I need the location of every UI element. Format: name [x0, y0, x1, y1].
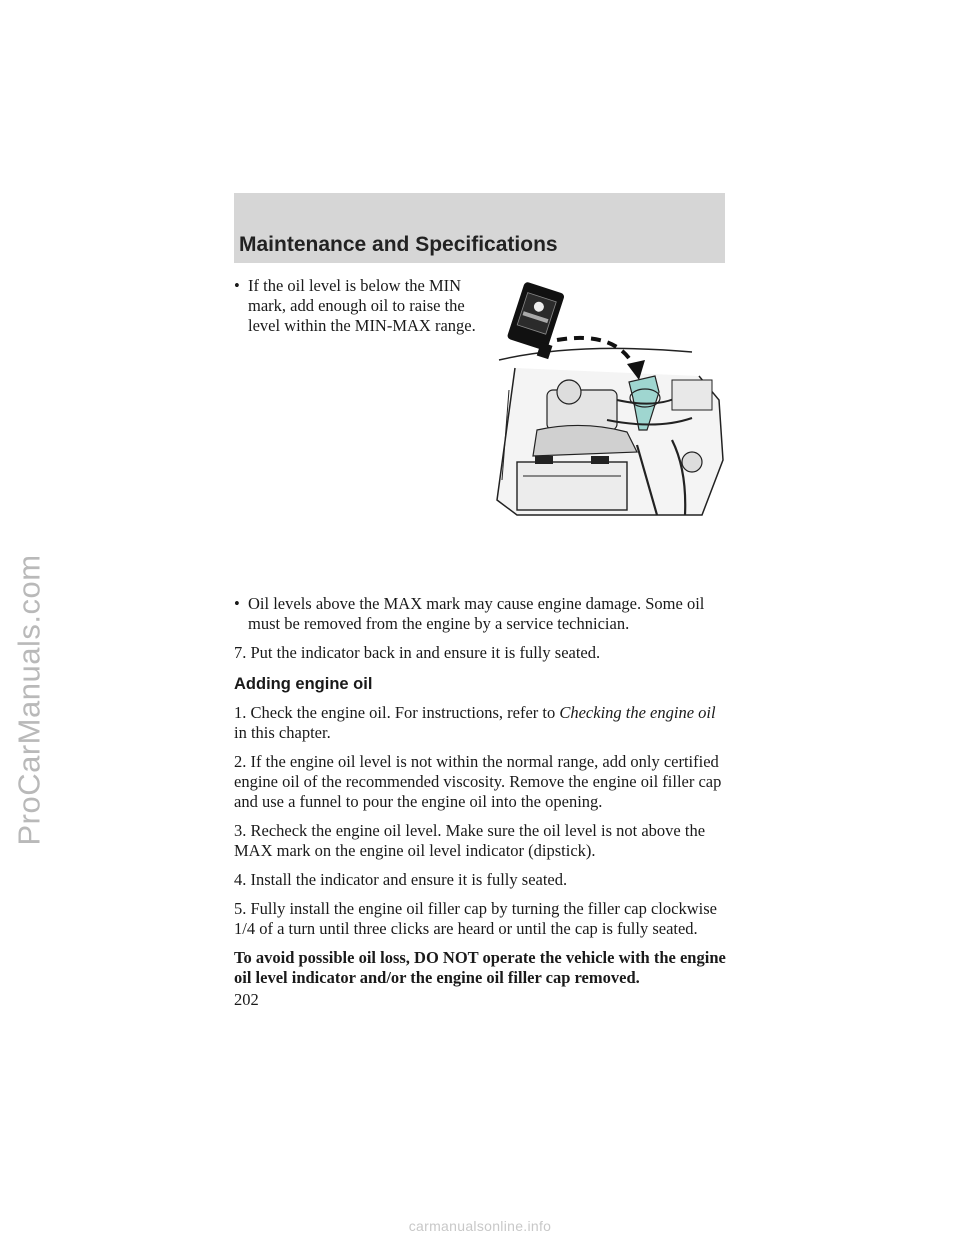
step-1-prefix: 1. Check the engine oil. For instructions, refer to — [234, 703, 560, 722]
section-heading: Adding engine oil — [234, 675, 373, 693]
bullet-item — [234, 276, 489, 336]
bullet-text: If the oil level is below the MIN mark, add enough oil to raise the level within the MIN-MAX range. — [248, 276, 476, 335]
step-5: 5. Fully install the engine oil filler cap by turning the filler cap clockwise 1/4 of a turn until three clicks are heard or until the cap is fully seated. — [234, 899, 717, 938]
page-body — [234, 276, 726, 988]
watermark-text: ProCarManuals.com — [12, 554, 48, 846]
bullet-text: Oil levels above the MAX mark may cause engine damage. Some oil must be removed from the engine by a service technician. — [248, 594, 705, 633]
step-7: 7. Put the indicator back in and ensure it is fully seated. — [234, 643, 601, 662]
watermark-vertical — [8, 420, 52, 980]
warning-text: To avoid possible oil loss, DO NOT operate the vehicle with the engine oil level indicator and/or the engine oil filler cap removed. — [234, 948, 726, 987]
page-number: 202 — [234, 990, 259, 1009]
page-title: Maintenance and Specifications — [239, 233, 558, 256]
step-1-suffix: in this chapter. — [234, 723, 331, 742]
bullet-dot: • — [234, 276, 240, 295]
footer-watermark: carmanualsonline.info — [408, 1218, 552, 1234]
bullet-item — [234, 594, 726, 634]
step-1-reference: Checking the engine oil — [559, 703, 716, 722]
section-header-bar — [234, 193, 725, 263]
step-3: 3. Recheck the engine oil level. Make sure the oil level is not above the MAX mark on the engine oil level indicator (dipstick). — [234, 821, 706, 860]
step-2: 2. If the engine oil level is not within the normal range, add only certified engine oil of the recommended viscosity. Remove the engine oil filler cap and use a funnel to pour the engine oil into the opening. — [234, 752, 722, 811]
step-4: 4. Install the indicator and ensure it is fully seated. — [234, 870, 568, 889]
bullet-dot: • — [234, 594, 240, 613]
step-1 — [234, 703, 726, 743]
